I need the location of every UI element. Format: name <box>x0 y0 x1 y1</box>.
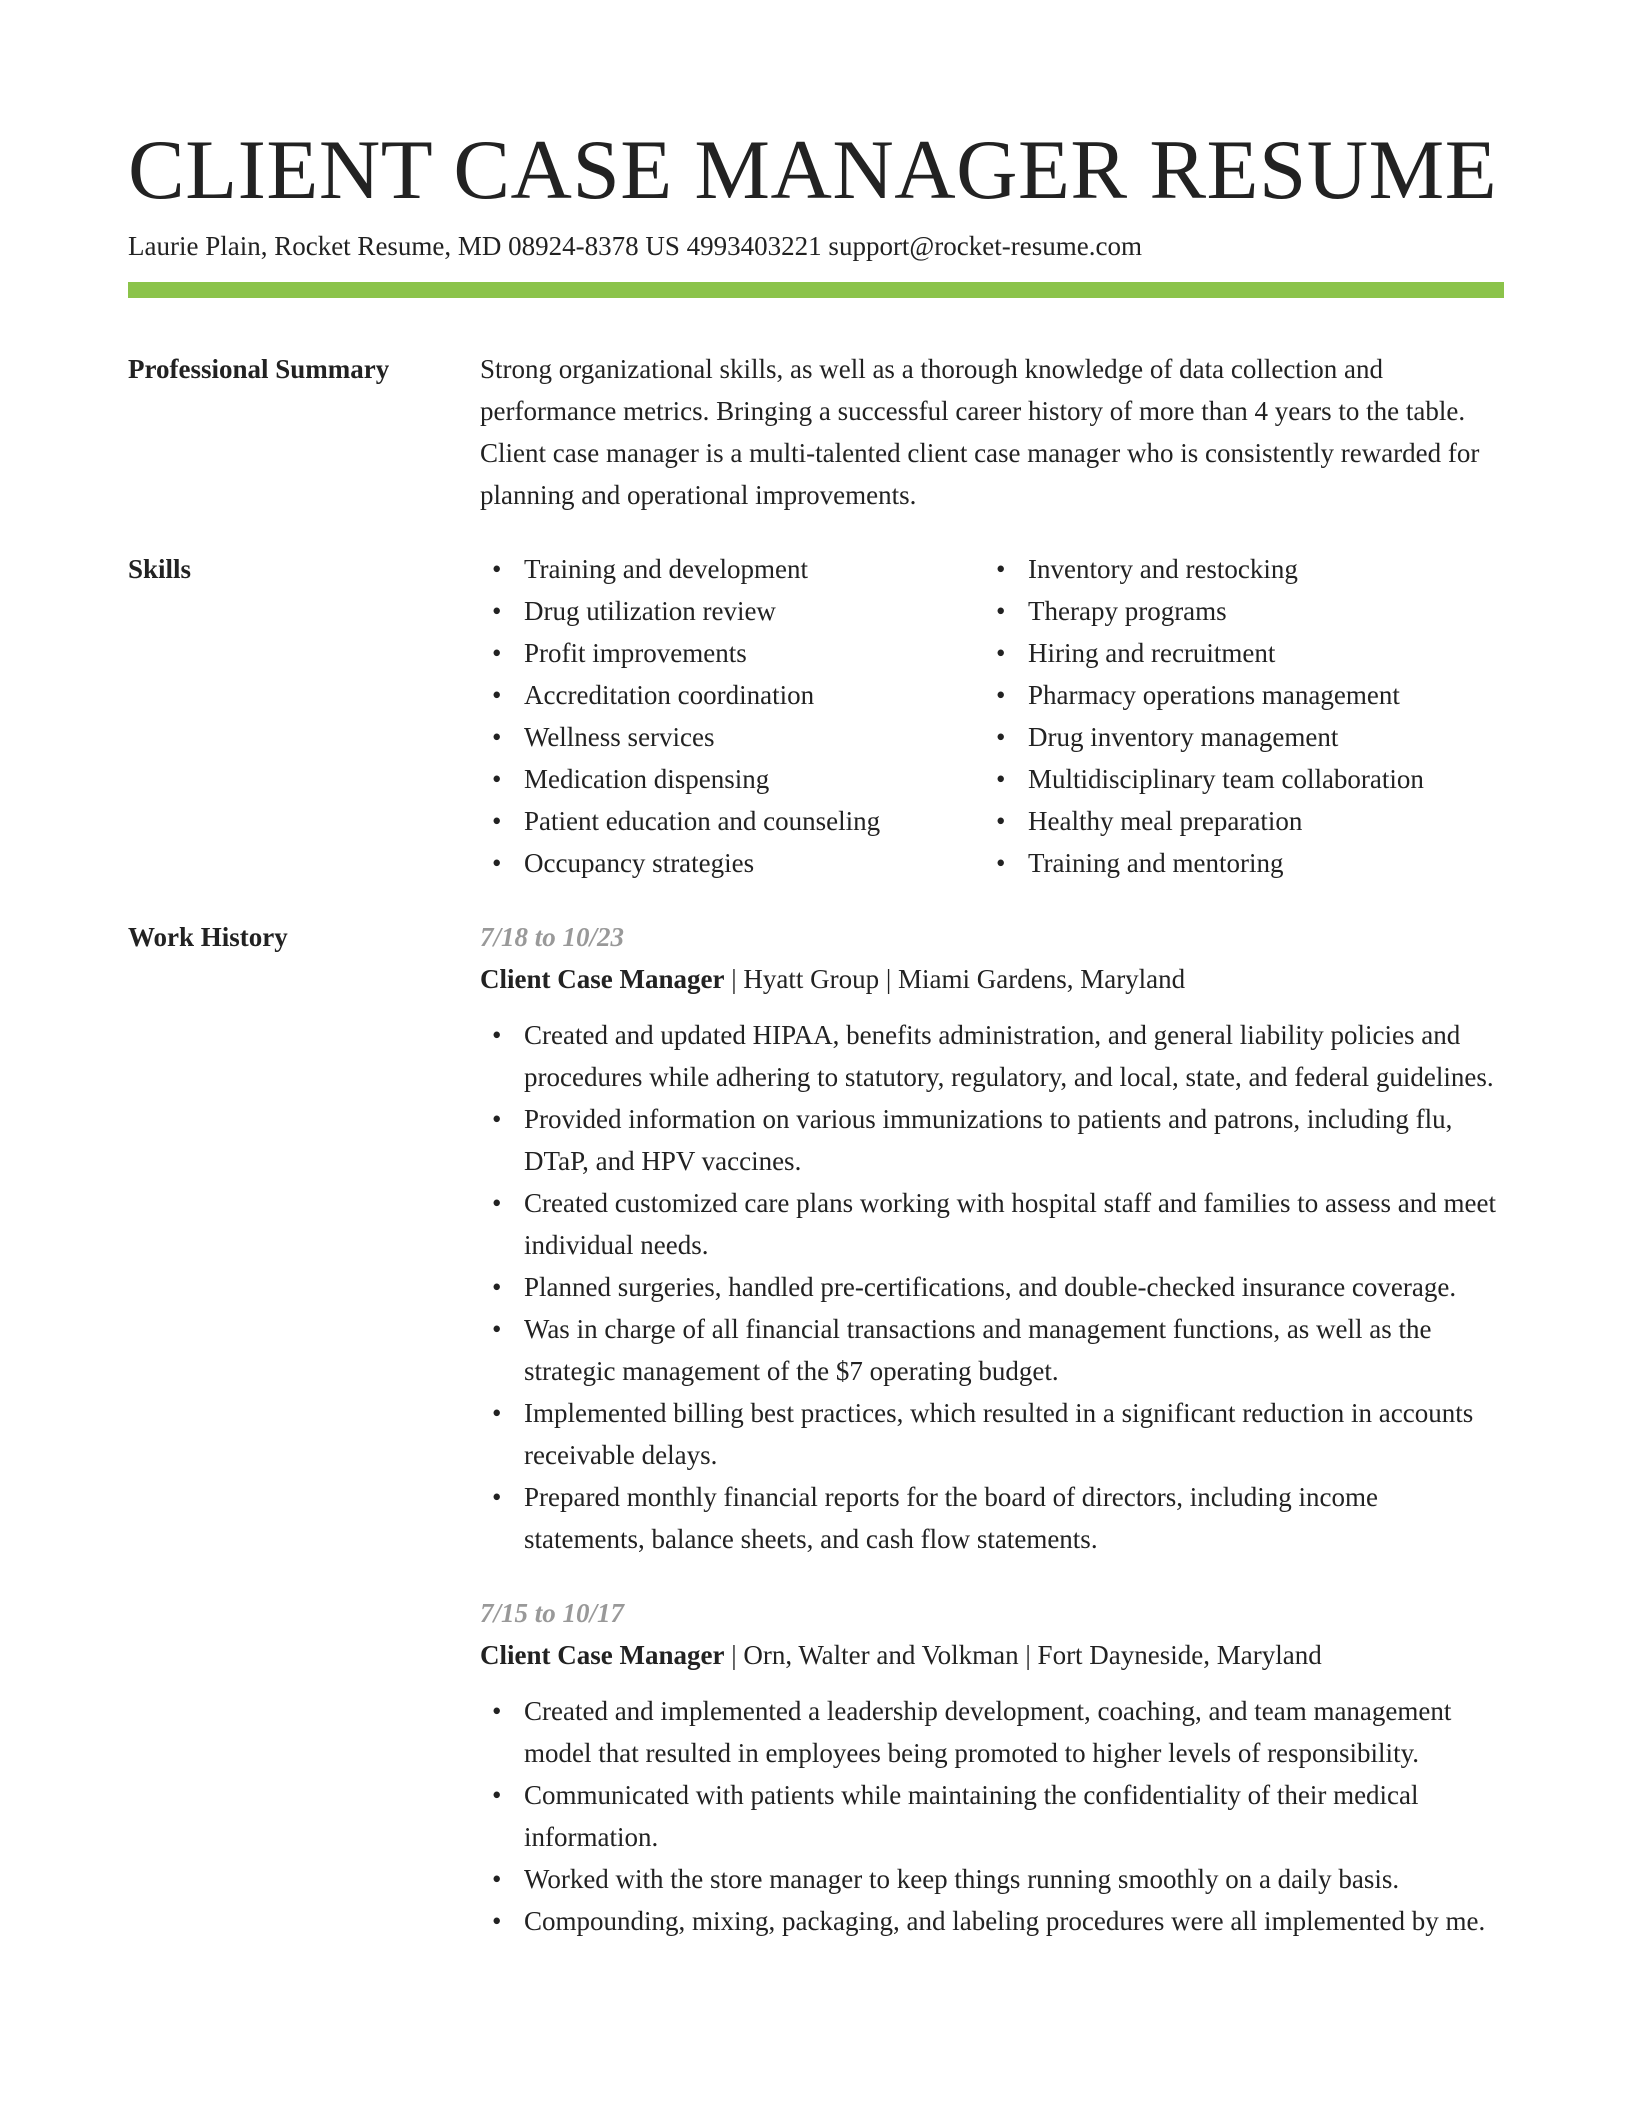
duty-item-text: Was in charge of all financial transactions and management functions, as well as the strategic management of the $7 operating budget. <box>524 1314 1432 1386</box>
bullet-icon: • <box>492 638 502 668</box>
bullet-icon: • <box>492 1906 502 1936</box>
skill-item <box>984 548 1488 590</box>
duty-item <box>480 1690 1504 1774</box>
bullet-icon: • <box>492 1398 502 1428</box>
skill-item-text: Medication dispensing <box>524 764 770 794</box>
duty-item <box>480 1098 1504 1182</box>
job-duties-list <box>480 1690 1504 1942</box>
skill-item <box>984 758 1488 800</box>
summary-text: Strong organizational skills, as well as a thorough knowledge of data collection and performance metrics. Bringing a successful career history of more than 4 years to the table. Client case manager is a multi-talented client case manager who is consistently rewarded for planning and operational improvements. <box>480 354 1480 510</box>
duty-item <box>480 1266 1504 1308</box>
page-title: CLIENT CASE MANAGER RESUME <box>128 123 1498 217</box>
job-title: Client Case Manager <box>480 1640 725 1670</box>
job-heading <box>480 958 1504 1000</box>
contact-line: Laurie Plain, Rocket Resume, MD 08924-8378 US 4993403221 support@rocket-resume.com <box>128 231 1142 261</box>
skill-item <box>480 674 984 716</box>
skill-item <box>480 842 984 884</box>
bullet-icon: • <box>492 1482 502 1512</box>
duty-item-text: Communicated with patients while maintaining the confidentiality of their medical information. <box>524 1780 1419 1852</box>
skill-item-text: Healthy meal preparation <box>1028 806 1303 836</box>
bullet-icon: • <box>492 848 502 878</box>
skills-list-right <box>984 548 1488 884</box>
duty-item-text: Prepared monthly financial reports for the board of directors, including income statements, balance sheets, and cash flow statements. <box>524 1482 1378 1554</box>
skill-item-text: Drug inventory management <box>1028 722 1339 752</box>
resume-page <box>128 120 1504 1942</box>
skill-item <box>984 842 1488 884</box>
bullet-icon: • <box>492 764 502 794</box>
bullet-icon: • <box>996 806 1006 836</box>
skill-item <box>480 758 984 800</box>
bullet-icon: • <box>996 638 1006 668</box>
duty-item-text: Provided information on various immunizations to patients and patrons, including flu, DTaP, and HPV vaccines. <box>524 1104 1453 1176</box>
duty-item <box>480 1308 1504 1392</box>
bullet-icon: • <box>492 722 502 752</box>
skill-item <box>480 800 984 842</box>
work-history-label: Work History <box>128 922 288 952</box>
duty-item-text: Planned surgeries, handled pre-certifications, and double-checked insurance coverage. <box>524 1272 1457 1302</box>
skill-item-text: Inventory and restocking <box>1028 554 1298 584</box>
summary-section <box>128 348 1504 516</box>
bullet-icon: • <box>996 848 1006 878</box>
duty-item <box>480 1392 1504 1476</box>
duty-item-text: Created and implemented a leadership development, coaching, and team management model that resulted in employees being promoted to higher levels of responsibility. <box>524 1696 1452 1768</box>
job-heading <box>480 1634 1504 1676</box>
bullet-icon: • <box>492 554 502 584</box>
skill-item-text: Hiring and recruitment <box>1028 638 1276 668</box>
skill-item <box>984 590 1488 632</box>
duty-item <box>480 1182 1504 1266</box>
duty-item <box>480 1774 1504 1858</box>
skills-label: Skills <box>128 554 192 584</box>
bullet-icon: • <box>996 722 1006 752</box>
job-title: Client Case Manager <box>480 964 725 994</box>
bullet-icon: • <box>492 1864 502 1894</box>
skills-body <box>480 548 1504 884</box>
skill-item <box>984 716 1488 758</box>
skill-item-text: Occupancy strategies <box>524 848 755 878</box>
job-employer-location: | Hyatt Group | Miami Gardens, Maryland <box>724 964 1186 994</box>
skill-item-text: Training and mentoring <box>1028 848 1284 878</box>
summary-label: Professional Summary <box>128 354 390 384</box>
skill-item <box>984 674 1488 716</box>
bullet-icon: • <box>492 596 502 626</box>
skill-item-text: Therapy programs <box>1028 596 1227 626</box>
skills-list-left <box>480 548 984 884</box>
job-entry <box>480 916 1504 1560</box>
duty-item-text: Compounding, mixing, packaging, and labeling procedures were all implemented by me. <box>524 1906 1486 1936</box>
bullet-icon: • <box>996 554 1006 584</box>
skill-item-text: Training and development <box>524 554 808 584</box>
duty-item <box>480 1014 1504 1098</box>
duty-item-text: Created customized care plans working with hospital staff and families to assess and meet individual needs. <box>524 1188 1496 1260</box>
duty-item <box>480 1858 1504 1900</box>
bullet-icon: • <box>492 1020 502 1050</box>
bullet-icon: • <box>492 1314 502 1344</box>
skill-item-text: Pharmacy operations management <box>1028 680 1400 710</box>
duty-item-text: Worked with the store manager to keep things running smoothly on a daily basis. <box>524 1864 1400 1894</box>
work-history-section <box>128 916 1504 1942</box>
skill-item <box>480 632 984 674</box>
duty-item-text: Created and updated HIPAA, benefits administration, and general liability policies and procedures while adhering to statutory, regulatory, and local, state, and federal guidelines. <box>524 1020 1494 1092</box>
bullet-icon: • <box>492 1780 502 1810</box>
skill-item-text: Patient education and counseling <box>524 806 881 836</box>
skill-item-text: Multidisciplinary team collaboration <box>1028 764 1424 794</box>
job-dates: 7/18 to 10/23 <box>480 922 625 952</box>
bullet-icon: • <box>492 1188 502 1218</box>
duty-item-text: Implemented billing best practices, which resulted in a significant reduction in accounts receivable delays. <box>524 1398 1474 1470</box>
skill-item-text: Drug utilization review <box>524 596 776 626</box>
bullet-icon: • <box>492 806 502 836</box>
skill-item <box>480 590 984 632</box>
duty-item <box>480 1900 1504 1942</box>
skill-item-text: Accreditation coordination <box>524 680 815 710</box>
bullet-icon: • <box>996 680 1006 710</box>
job-dates: 7/15 to 10/17 <box>480 1598 625 1628</box>
skills-section <box>128 548 1504 884</box>
bullet-icon: • <box>492 1696 502 1726</box>
bullet-icon: • <box>492 1272 502 1302</box>
accent-divider <box>128 282 1504 298</box>
job-entry <box>480 1592 1504 1942</box>
duty-item <box>480 1476 1504 1560</box>
skill-item <box>480 716 984 758</box>
bullet-icon: • <box>492 1104 502 1134</box>
skill-item <box>984 800 1488 842</box>
bullet-icon: • <box>996 596 1006 626</box>
work-history-body <box>480 916 1504 1942</box>
job-employer-location: | Orn, Walter and Volkman | Fort Dayneside, Maryland <box>724 1640 1322 1670</box>
skill-item-text: Wellness services <box>524 722 715 752</box>
bullet-icon: • <box>996 764 1006 794</box>
bullet-icon: • <box>492 680 502 710</box>
skill-item <box>480 548 984 590</box>
skill-item-text: Profit improvements <box>524 638 747 668</box>
skill-item <box>984 632 1488 674</box>
job-duties-list <box>480 1014 1504 1560</box>
